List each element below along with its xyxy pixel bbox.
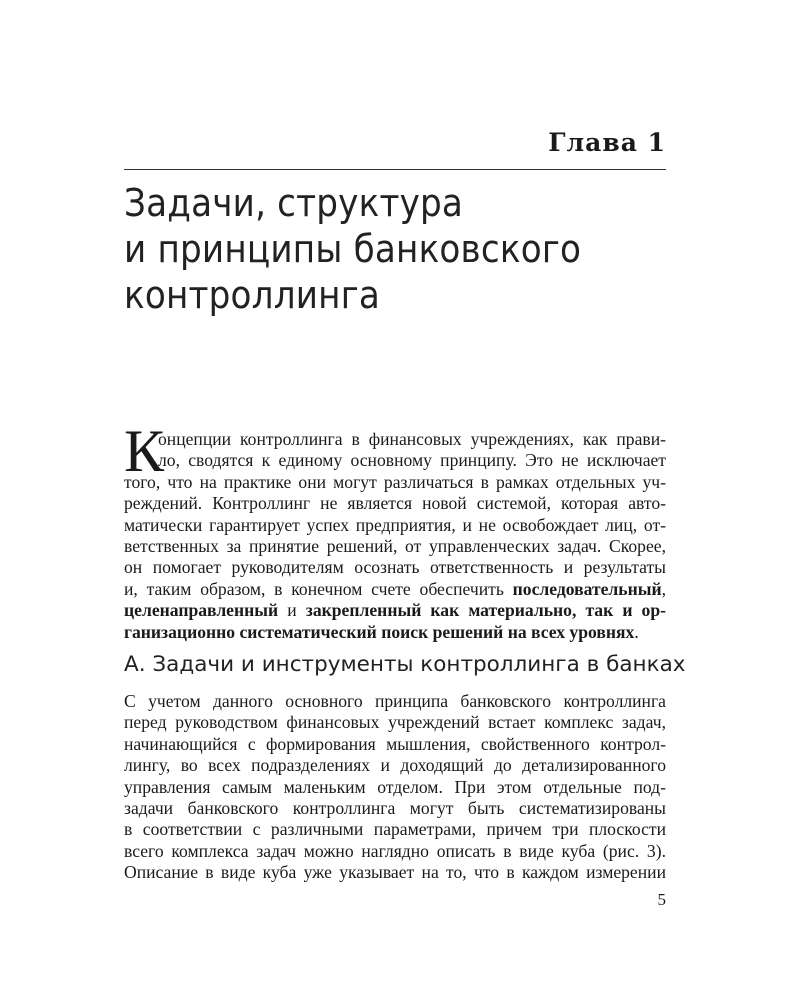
chapter-rule [124,169,666,170]
intro-paragraph [124,429,666,643]
emphasis-text: последовательный [512,578,662,599]
text-run: . [634,621,639,642]
paragraph-line: С учетом данного основного принципа банковского контроллинга [124,691,666,711]
chapter-title-line: и принципы банковского [124,227,582,271]
paragraph-line: он помогает руководителям осознать ответственность и результаты [124,557,666,578]
section-paragraph [124,691,666,884]
paragraph-line [124,622,666,643]
paragraph-line: начинающийся с формирования мышления, свойственного контрол- [124,733,666,754]
paragraph-line: Описание в виде куба уже указывает на то, что в каждом измерении [124,862,666,883]
chapter-label: Глава 1 [548,128,666,157]
chapter-title-line: контроллинга [124,273,381,317]
paragraph-line: в соответствии с различными параметрами, причем три плоскости [124,819,666,840]
text-run: и [278,600,306,621]
section-heading: А. Задачи и инструменты контроллинга в банках [124,652,686,677]
paragraph-line: реждений. Контроллинг не является новой системой, которая авто- [124,493,666,514]
drop-cap: К [124,418,165,484]
paragraph-line: всего комплекса задач можно наглядно описать в виде куба (рис. 3). [124,840,666,861]
emphasis-text: целенаправленный [124,600,279,621]
emphasis-text: ганизационно систематический поиск решений на всех уровнях [124,621,635,642]
paragraph-line: онцепции контроллинга в финансовых учреждениях, как прави- [158,429,666,449]
text-run: , [661,578,666,599]
chapter-title-line: Задачи, структура [124,181,464,225]
paragraph-line: перед руководством финансовых учреждений встает комплекс задач, [124,712,666,733]
paragraph-line: матически гарантирует успех предприятия, и не освобождает лиц, от- [124,514,666,535]
paragraph-line: задачи банковского контроллинга могут быть систематизированы [124,798,666,819]
text-run: и, таким образом, в конечном счете обеспечить [124,578,513,599]
paragraph-line: ло, сводятся к единому основному принципу. Это не исключает [158,450,666,471]
page-number: 5 [657,890,666,909]
chapter-title [124,180,684,318]
paragraph-line [124,579,666,600]
paragraph-line: ветственных за принятие решений, от управленческих задач. Скорее, [124,536,666,557]
paragraph-line: того, что на практике они могут различаться в рамках отдельных уч- [124,471,666,492]
paragraph-line: лингу, во всех подразделениях и доходящий до детализированного [124,755,666,776]
paragraph-line: управления самым маленьким отделом. При этом отдельные под- [124,776,666,797]
emphasis-text: закрепленный как материально, так и ор- [305,600,667,621]
paragraph-line [124,600,666,621]
